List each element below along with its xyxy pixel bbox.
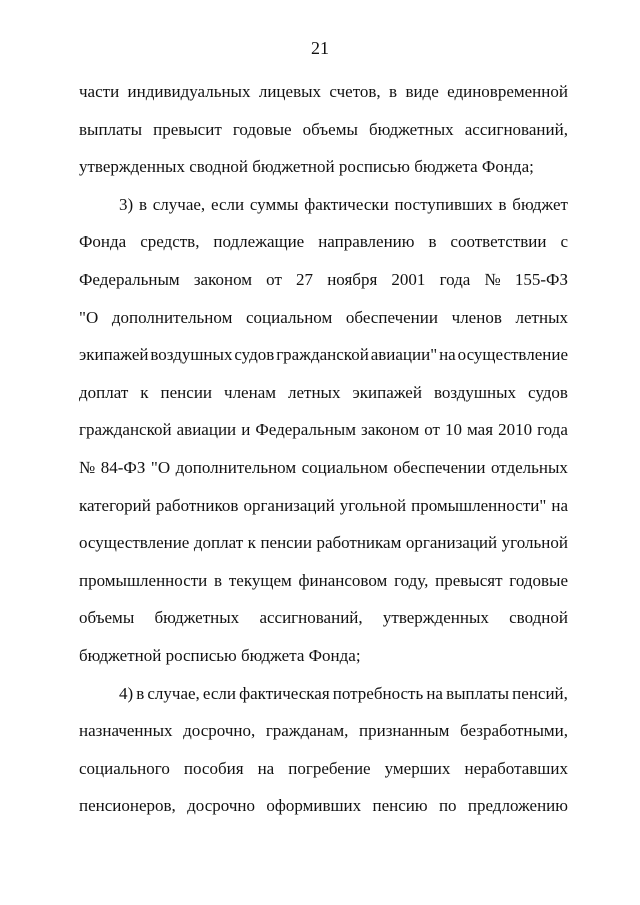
text-line: социального пособия на погребение умерших неработавших	[79, 758, 568, 778]
text-line: осуществление доплат к пенсии работникам организаций угольной	[79, 533, 568, 553]
text-line: гражданской авиации и Федеральным законом от 10 мая 2010 года	[79, 420, 568, 440]
document-body	[79, 73, 568, 825]
text-line: утвержденных сводной бюджетной росписью бюджета Фонда;	[79, 157, 534, 177]
text-line: назначенных досрочно, гражданам, признанным безработными,	[79, 721, 568, 741]
text-line: 4) в случае, если фактическая потребность на выплаты пенсий,	[119, 683, 568, 703]
text-line: бюджетной росписью бюджета Фонда;	[79, 645, 361, 665]
text-line: доплат к пенсии членам летных экипажей воздушных судов	[79, 382, 568, 402]
text-line: категорий работников организаций угольной промышленности" на	[79, 495, 568, 515]
text-line: выплаты превысит годовые объемы бюджетных ассигнований,	[79, 119, 568, 139]
text-line: № 84-ФЗ "О дополнительном социальном обеспечении отдельных	[79, 457, 568, 477]
page-number: 21	[311, 38, 329, 58]
text-line: Фонда средств, подлежащие направлению в соответствии с	[79, 232, 568, 252]
text-line: 3) в случае, если суммы фактически поступивших в бюджет	[119, 194, 568, 214]
text-line: экипажей воздушных судов гражданской авиации" на осуществление	[79, 345, 568, 365]
text-line: пенсионеров, досрочно оформивших пенсию по предложению	[79, 796, 568, 816]
text-line: "О дополнительном социальном обеспечении членов летных	[79, 307, 568, 327]
text-line: объемы бюджетных ассигнований, утвержденных сводной	[79, 608, 568, 628]
text-line: Федеральным законом от 27 ноября 2001 года № 155-ФЗ	[79, 269, 568, 289]
text-line: части индивидуальных лицевых счетов, в виде единовременной	[79, 82, 568, 101]
text-line: промышленности в текущем финансовом году, превысят годовые	[79, 570, 568, 590]
